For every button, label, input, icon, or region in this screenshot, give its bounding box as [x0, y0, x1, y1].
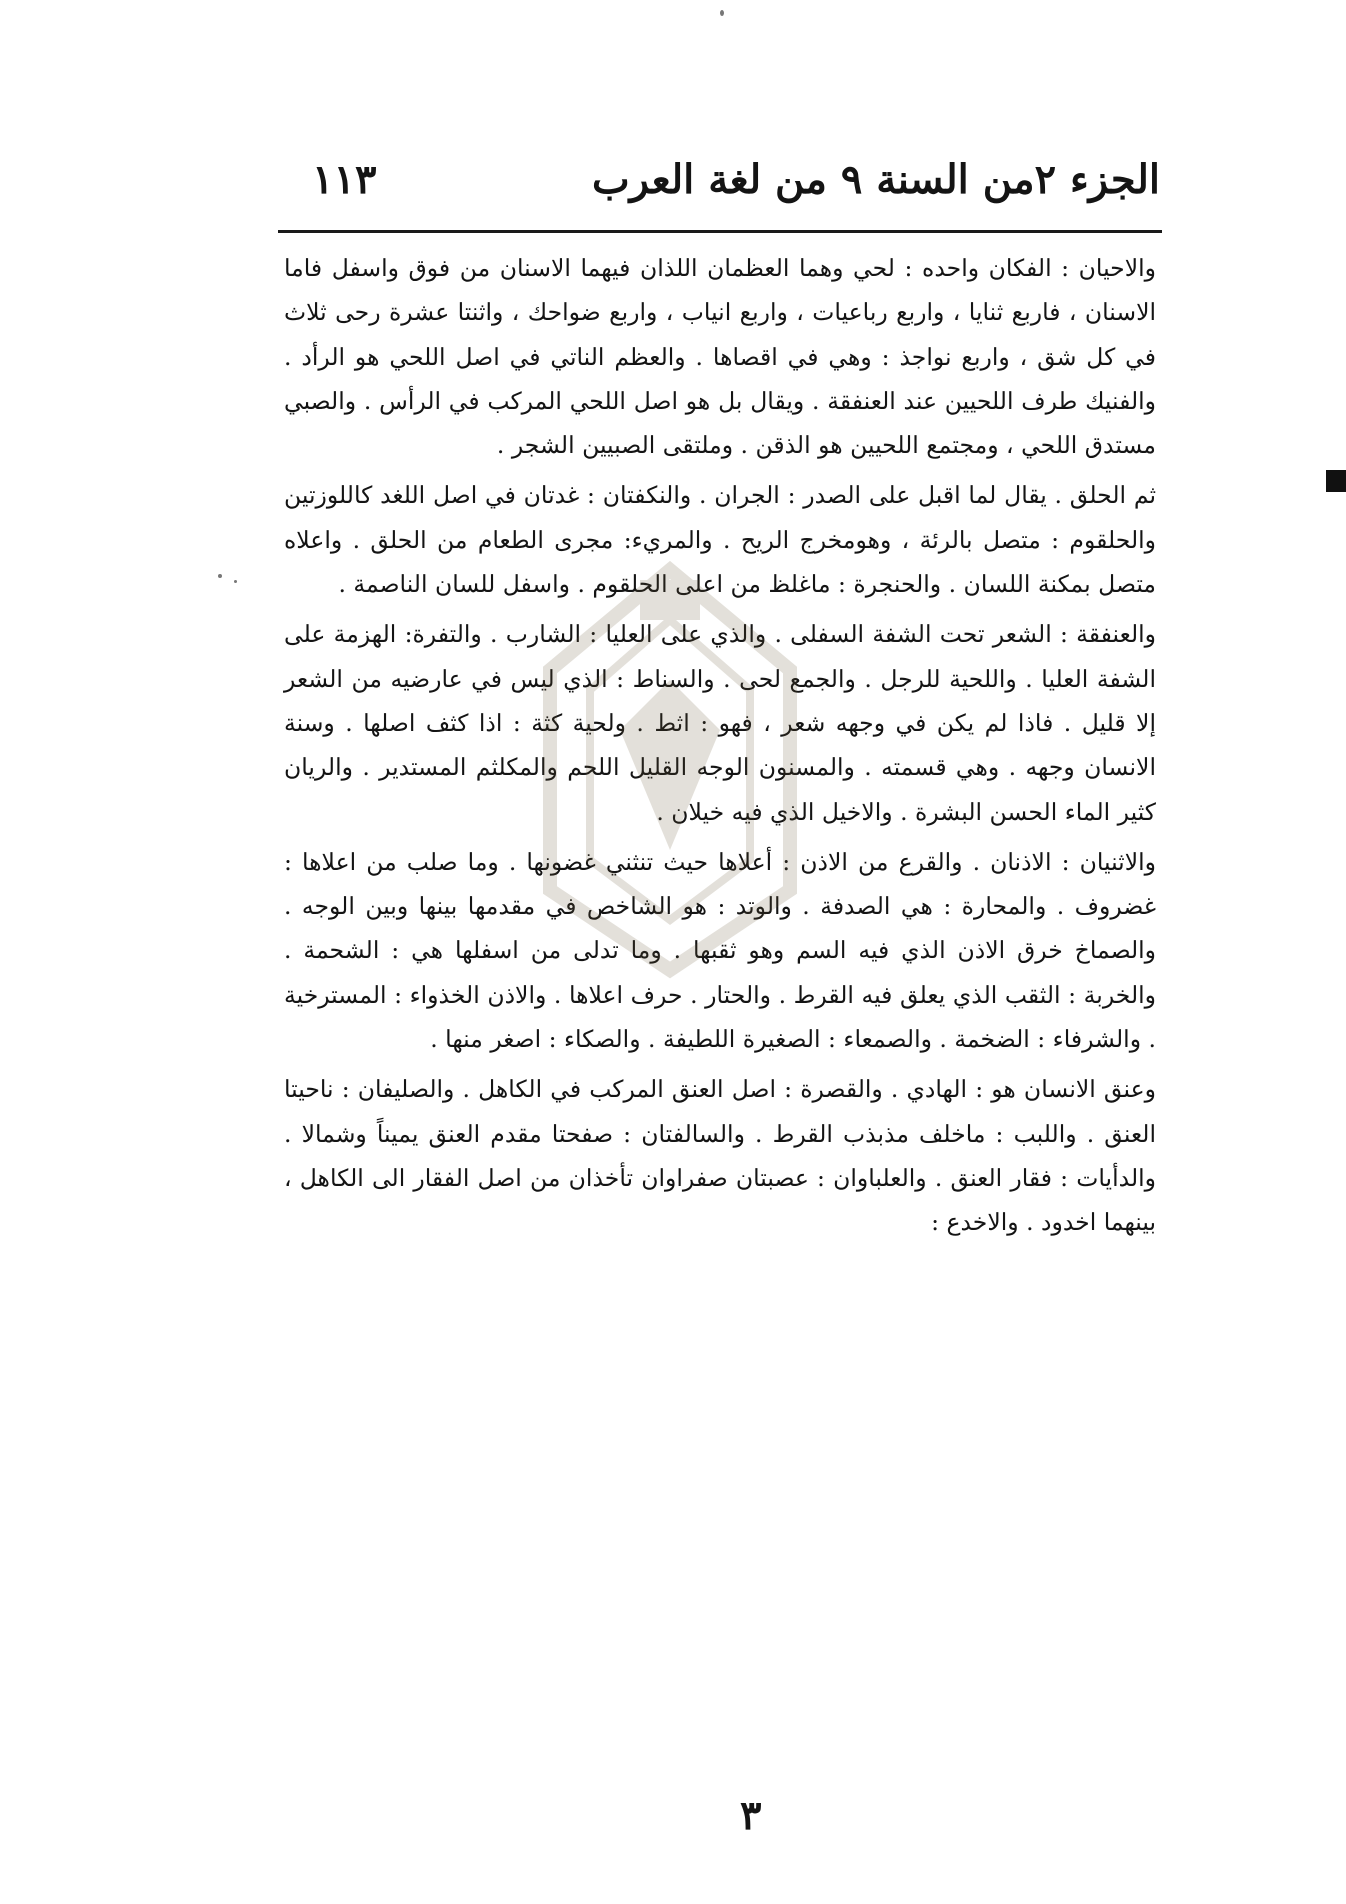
- body-text: [284, 246, 1156, 1245]
- header-rule: [278, 230, 1162, 233]
- scan-edge-mark: [1326, 470, 1346, 492]
- paragraph-beard: والعنفقة : الشعر تحت الشفة السفلى . والذي على العليا : الشارب . والتفرة: الهزمة على الشفة العليا . واللحية للرجل . والجمع لحى . والسناط : الذي ليس في عارضيه من الشعر إلا قليل . فاذا لم يكن في وجهه شعر ، فهو : اثط . ولحية كثة : اذا كثف اصلها . وسنة الانسان وجهه . وهي قسمته . والمسنون الوجه القليل اللحم والمكلثم المستدير . والريان كثير الماء الحسن البشرة . والاخيل الذي فيه خيلان .: [284, 620, 1156, 826]
- scan-speck: [234, 580, 237, 583]
- paragraph-throat: ثم الحلق . يقال لما اقبل على الصدر : الجران . والنكفتان : غدتان في اصل اللغد كاللوزتين والحلقوم : متصل بالرئة ، وهومخرج الريح . والمريء: مجرى الطعام من الحلق . واعلاه متصل بمكنة اللسان . والحنجرة : ماغلظ من اعلى الحلقوم . واسفل للسان الناصمة .: [284, 481, 1156, 599]
- running-header: [300, 150, 1160, 220]
- paragraph-jaws-teeth: والاحيان : الفكان واحده : لحي وهما العظمان اللذان فيهما الاسنان من فوق واسفل فاما الاسنان ، فاربع ثنايا ، واربع رباعيات ، واربع انياب ، واربع ضواحك ، واثنتا عشرة رحى ثلاث في كل شق ، واربع نواجذ : وهي في اقصاها . والعظم الناتي في اصل اللحي هو الرأد . والفنيك طرف اللحيين عند العنفقة . ويقال بل هو اصل اللحي المركب في الرأس . والصبي مستدق اللحي ، ومجتمع اللحيين هو الذقن . وملتقى الصبيين الشجر .: [284, 254, 1156, 460]
- paragraph-neck: وعنق الانسان هو : الهادي . والقصرة : اصل العنق المركب في الكاهل . والصليفان : ناحيتا العنق . واللبب : ماخلف مذبذب القرط . والسالفتان : صفحتا مقدم العنق يميناً وشمالا . والدأيات : فقار العنق . والعلباوان : عصبتان صفراوان تأخذان من اصل الفقار الى الكاهل ، بينهما اخدود . والاخدع :: [284, 1075, 1156, 1237]
- paragraph-ears: والاثنيان : الاذنان . والقرع من الاذن : أعلاها حيث تنثني غضونها . وما صلب من اعلاها : غضروف . والمحارة : هي الصدفة . والوتد : هو الشاخص في مقدمها بينها وبين الوجه . والصماخ خرق الاذن الذي فيه السم وهو ثقبها . وما تدلى من اسفلها هي : الشحمة . والخربة : الثقب الذي يعلق فيه القرط . والحتار . حرف اعلاها . والاذن الخذواء : المسترخية . والشرفاء : الضخمة . والصمعاء : الصغيرة اللطيفة . والصكاء : اصغر منها .: [284, 847, 1156, 1054]
- folio-number: ٣: [740, 1792, 762, 1839]
- header-title: الجزء ٢من السنة ٩ من لغة العرب: [591, 156, 1160, 203]
- header-page-number: ١١٣: [312, 156, 377, 203]
- scan-speck: [720, 10, 724, 16]
- scan-speck: [218, 574, 222, 578]
